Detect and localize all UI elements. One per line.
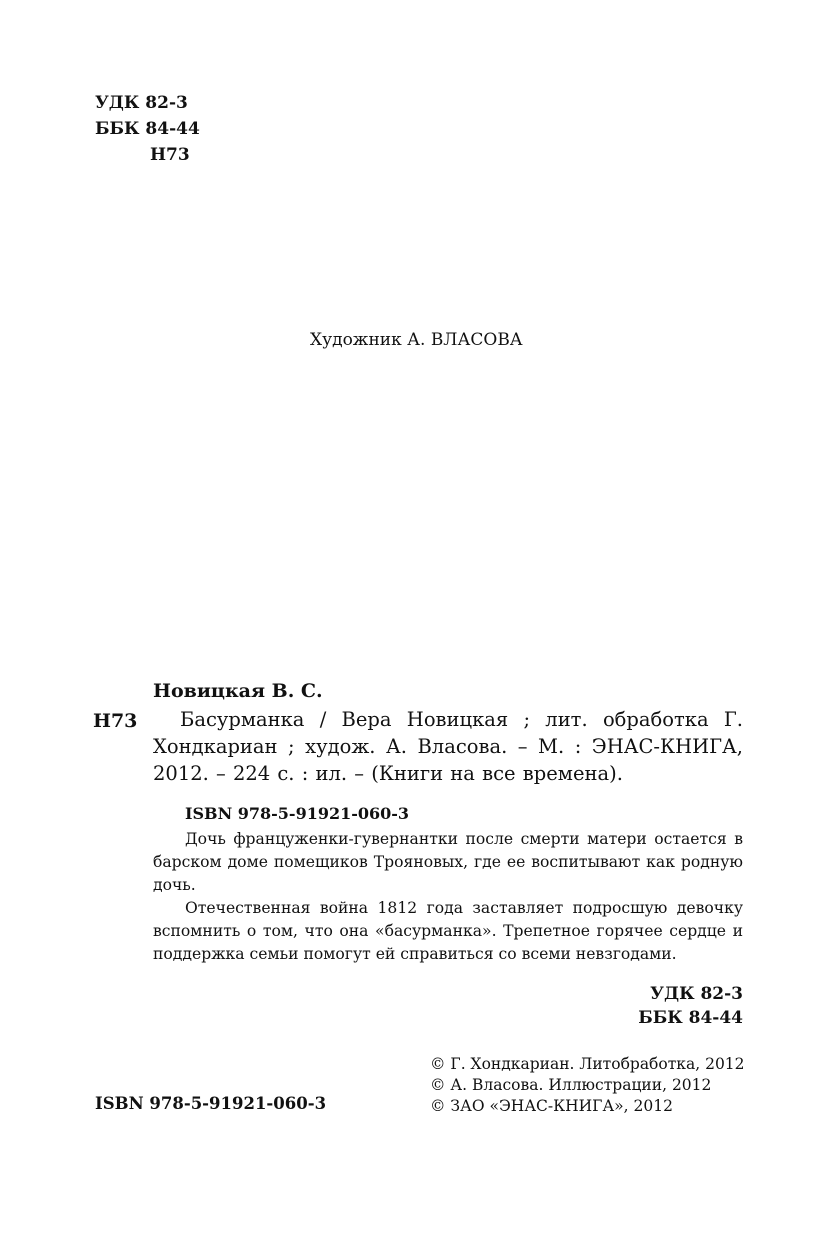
catalog-isbn: ISBN 978-5-91921-060-3 (185, 804, 410, 823)
classification-top (95, 90, 200, 168)
author-mark: Н73 (150, 145, 190, 165)
catalog-classification (638, 982, 743, 1030)
bbk-code: ББК 84-44 (95, 119, 200, 139)
catalog-author: Новицкая В. С. (153, 680, 323, 702)
abstract-paragraph: Отечественная война 1812 года заставляет подросшую девочку вспомнить о том, что она «басурманка». Трепетное горячее сердце и поддержка семьи помогут ей справиться со всеми невзгодами. (153, 899, 743, 963)
copyright-notices (430, 1054, 745, 1117)
udk-code: УДК 82-3 (95, 93, 188, 113)
abstract-paragraph: Дочь француженки-гувернантки после смерти матери остается в барском доме помещиков Трояновых, где ее воспитывают как родную дочь. (153, 830, 743, 894)
footer-isbn: ISBN 978-5-91921-060-3 (95, 1094, 327, 1113)
copyright-line: © А. Власова. Иллюстрации, 2012 (430, 1076, 712, 1094)
catalog-udk-code: УДК 82-3 (650, 984, 743, 1004)
copyright-line: © ЗАО «ЭНАС-КНИГА», 2012 (430, 1097, 673, 1115)
artist-credit: Художник А. ВЛАСОВА (310, 330, 523, 350)
bibliographic-description: Басурманка / Вера Новицкая ; лит. обработка Г. Хондкариан ; худож. А. Власова. – М. : ЭНАС-КНИГА, 2012. – 224 с. : ил. – (Книги на все времена). (153, 708, 743, 785)
catalog-author-mark: Н73 (93, 710, 138, 732)
catalog-bbk-code: ББК 84-44 (638, 1008, 743, 1028)
copyright-line: © Г. Хондкариан. Литобработка, 2012 (430, 1055, 745, 1073)
